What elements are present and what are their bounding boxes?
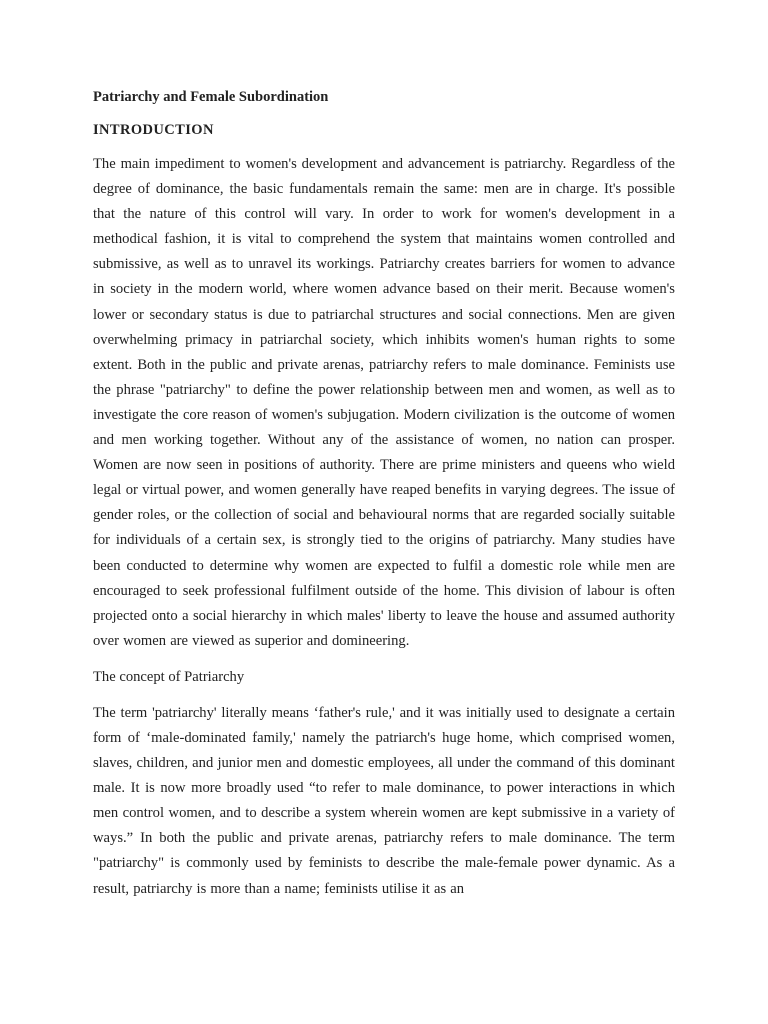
introduction-paragraph: The main impediment to women's development and advancement is patriarchy. Regardless of the degree of dominance, the basic fundamentals remain the same: men are in charge. It's possible that the nature of this control will vary. In order to work for women's development in a methodical fashion, it is vital to comprehend the system that maintains women controlled and submissive, as well as to unravel its workings. Patriarchy creates barriers for women to advance in society in the modern world, where women advance based on their merit. Because women's lower or secondary status is due to patriarchal structures and social connections. Men are given overwhelming primacy in patriarchal society, which inhibits women's human rights to some extent. Both in the public and private arenas, patriarchy refers to male dominance. Feminists use the phrase "patriarchy" to define the power relationship between men and women, as well as to investigate the core reason of women's subjugation. Modern civilization is the outcome of women and men working together. Without any of the assistance of women, no nation can prosper. Women are now seen in positions of authority. There are prime ministers and queens who wield legal or virtual power, and women generally have reaped benefits in varying degrees. The issue of gender roles, or the collection of social and behavioural norms that are regarded socially suitable for individuals of a certain sex, is strongly tied to the origins of patriarchy. Many studies have been conducted to determine why women are expected to fulfil a domestic role while men are encouraged to seek professional fulfilment outside of the home. This division of labour is often projected onto a social hierarchy in which males' liberty to leave the house and assumed authority over women are viewed as superior and domineering.	[93, 156, 675, 649]
introduction-heading: INTRODUCTION	[93, 122, 214, 138]
document-page	[93, 87, 675, 902]
concept-paragraph: The term 'patriarchy' literally means ‘father's rule,' and it was initially used to designate a certain form of ‘male-dominated family,' namely the patriarch's huge home, which comprised women, slaves, children, and junior men and domestic employees, all under the command of this dominant male. It is now more broadly used “to refer to male dominance, to power interactions in which men control women, and to describe a system wherein women are kept submissive in a variety of ways.” In both the public and private arenas, patriarchy refers to male dominance. The term "patriarchy" is commonly used by feminists to describe the male-female power dynamic. As a result, patriarchy is more than a name; feminists utilise it as an	[93, 704, 675, 897]
concept-heading: The concept of Patriarchy	[93, 668, 245, 685]
document-title: Patriarchy and Female Subordination	[93, 89, 329, 105]
